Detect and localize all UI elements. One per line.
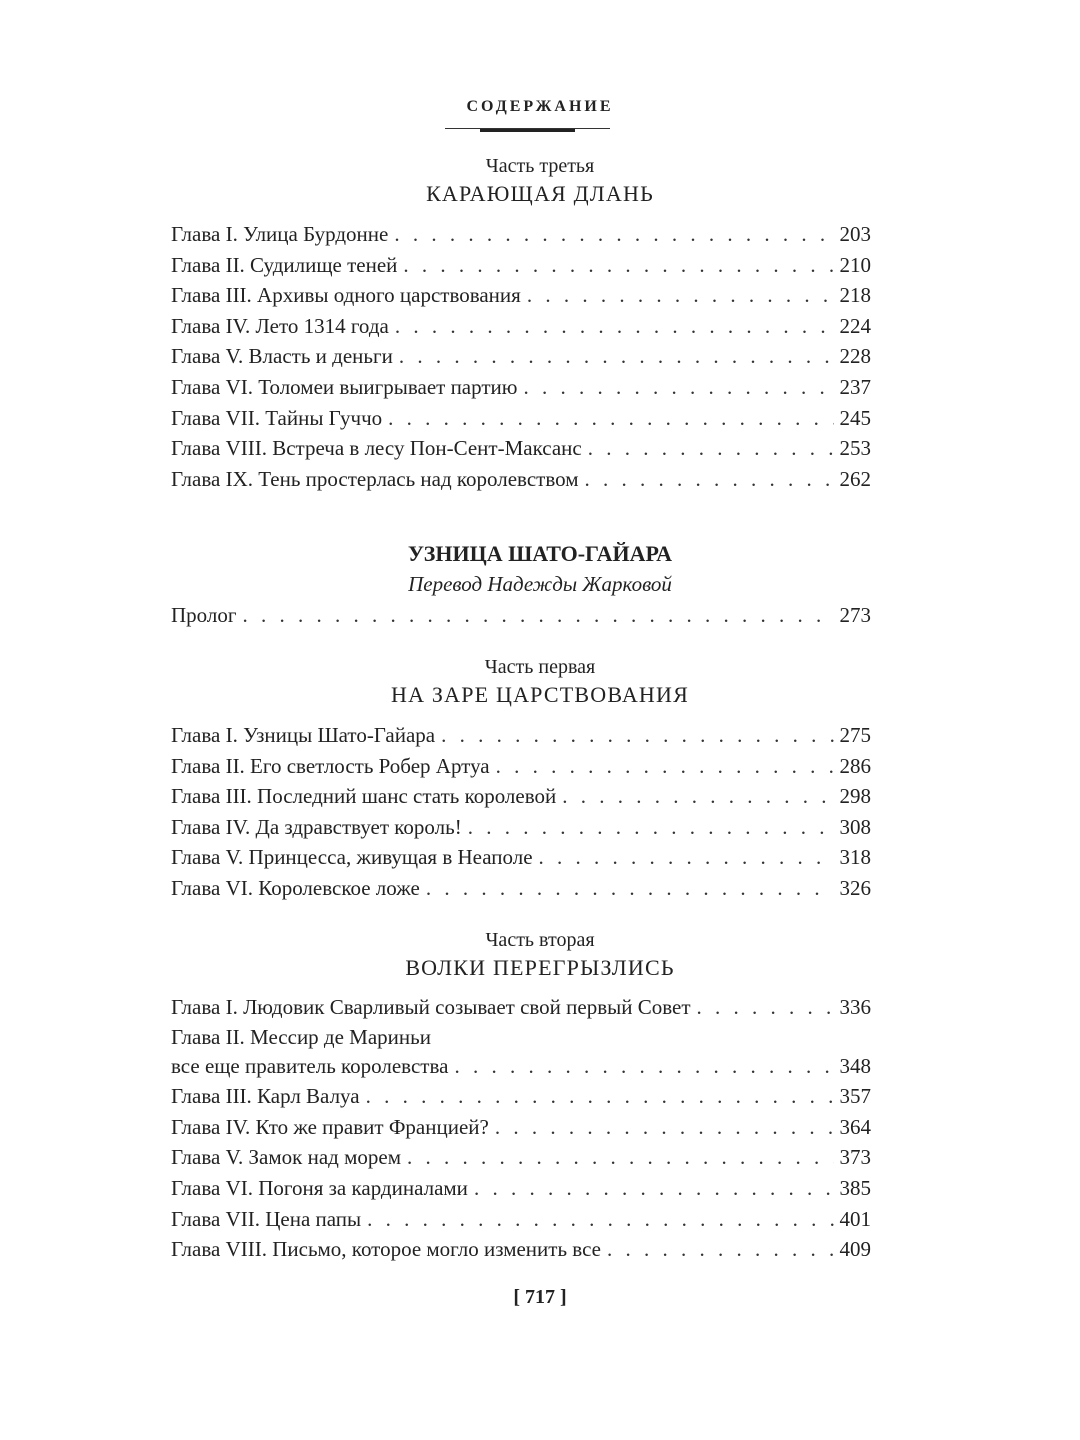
- toc-entry: [171, 311, 871, 342]
- toc-entry: [171, 1112, 871, 1143]
- toc-entry: [171, 873, 871, 904]
- toc-entry-title: Глава I. Людовик Сварливый созывает свой первый Совет: [171, 995, 691, 1019]
- toc-entry: [171, 720, 871, 751]
- toc-entry: [171, 781, 871, 812]
- part-heading: [0, 153, 1080, 209]
- leader-dots: [496, 751, 834, 782]
- book-title: УЗНИЦА ШАТО-ГАЙАРА: [407, 541, 673, 566]
- toc-entry-page: 401: [839, 1206, 871, 1231]
- toc-list: [171, 600, 871, 631]
- part-heading: [0, 927, 1080, 983]
- leader-dots: [394, 219, 833, 250]
- leader-dots: [607, 1234, 834, 1265]
- toc-entry-page: 228: [839, 344, 871, 369]
- toc-entry: [171, 812, 871, 843]
- toc-list: [171, 992, 871, 1265]
- running-head: [0, 98, 1080, 116]
- toc-entry: [171, 280, 871, 311]
- leader-dots: [242, 600, 833, 631]
- toc-entry-page: 373: [839, 1145, 871, 1170]
- leader-dots: [366, 1081, 834, 1112]
- toc-entry-title: Глава IV. Кто же правит Францией?: [171, 1114, 489, 1139]
- toc-entry-title: Глава VI. Погоня за кардиналами: [171, 1175, 468, 1200]
- toc-entry-title-line1: Глава II. Мессир де Мариньи: [171, 1024, 431, 1049]
- toc-entry: [171, 992, 871, 1023]
- toc-entry: [171, 842, 871, 873]
- toc-entry-title: Глава I. Улица Бурдонне: [171, 222, 389, 246]
- toc-entry-page: 237: [839, 374, 871, 399]
- head-rule-ornament: [480, 129, 575, 132]
- toc-entry: [171, 433, 871, 464]
- toc-entry-page: 336: [839, 995, 871, 1019]
- toc-entry-title: Глава VII. Тайны Гуччо: [171, 405, 383, 430]
- toc-entry: [171, 1173, 871, 1204]
- toc-entry-title: Глава III. Карл Валуа: [171, 1084, 360, 1109]
- book-translator: Перевод Надежды Жарковой: [408, 572, 672, 596]
- leader-dots: [562, 781, 833, 812]
- toc-entry-title: Глава V. Принцесса, живущая в Неаполе: [171, 845, 533, 870]
- toc-entry-page: 210: [839, 252, 871, 277]
- part-title: НА ЗАРЕ ЦАРСТВОВАНИЯ: [391, 682, 689, 707]
- toc-entry-title: Глава III. Архивы одного царствования: [171, 283, 521, 308]
- leader-dots: [454, 1051, 833, 1082]
- leader-dots: [527, 280, 834, 311]
- leader-dots: [697, 992, 834, 1023]
- toc-entry: [171, 341, 871, 372]
- toc-entry-page: 409: [839, 1237, 871, 1262]
- toc-entry-title: Глава VII. Цена папы: [171, 1206, 362, 1231]
- toc-list: [171, 720, 871, 904]
- leader-dots: [539, 842, 834, 873]
- toc-entry-page: 326: [839, 875, 871, 900]
- leader-dots: [588, 433, 834, 464]
- toc-entry: [171, 751, 871, 782]
- leader-dots: [523, 372, 833, 403]
- toc-entry-title-line2: все еще правитель королевства: [171, 1053, 449, 1078]
- leader-dots: [388, 403, 833, 434]
- part-label: Часть вторая: [485, 929, 595, 951]
- toc-entry-title: Глава IV. Лето 1314 года: [171, 313, 389, 338]
- leader-dots: [399, 341, 834, 372]
- toc-entry-title: Глава V. Замок над морем: [171, 1145, 402, 1170]
- toc-entry-title: Глава VIII. Встреча в лесу Пон-Сент-Максанс: [171, 436, 582, 461]
- leader-dots: [468, 812, 834, 843]
- part-title: КАРАЮЩАЯ ДЛАНЬ: [426, 181, 654, 206]
- toc-entry: [171, 1051, 871, 1082]
- toc-entry: [171, 1234, 871, 1265]
- toc-entry-page: 245: [839, 405, 871, 430]
- toc-entry-page: 364: [839, 1114, 871, 1139]
- leader-dots: [407, 1142, 833, 1173]
- part-heading: [0, 654, 1080, 710]
- page-number: [ 717 ]: [513, 1286, 567, 1308]
- toc-entry: [171, 250, 871, 281]
- toc-entry-title: Глава V. Власть и деньги: [171, 344, 393, 369]
- toc-entry: [171, 464, 871, 495]
- toc-entry: [171, 1204, 871, 1235]
- leader-dots: [367, 1204, 833, 1235]
- toc-entry-page: 357: [839, 1084, 871, 1109]
- toc-entry: [171, 1142, 871, 1173]
- toc-entry-page: 308: [839, 814, 871, 839]
- leader-dots: [426, 873, 834, 904]
- toc-entry-page: 286: [839, 753, 871, 778]
- toc-entry-page: 224: [839, 313, 871, 338]
- toc-list: [171, 219, 871, 494]
- toc-entry-page: 253: [839, 436, 871, 461]
- toc-entry: [171, 403, 871, 434]
- toc-entry-page: 385: [839, 1175, 871, 1200]
- leader-dots: [474, 1173, 834, 1204]
- part-title: ВОЛКИ ПЕРЕГРЫЗЛИСЬ: [405, 955, 675, 980]
- toc-entry-page: 298: [839, 784, 871, 809]
- toc-entry: [171, 372, 871, 403]
- part-label: Часть третья: [485, 155, 595, 177]
- part-label: Часть первая: [484, 656, 596, 678]
- toc-entry-title: Глава III. Последний шанс стать королевой: [171, 784, 557, 809]
- leader-dots: [403, 250, 833, 281]
- toc-entry: [171, 219, 871, 250]
- toc-entry-title: Глава I. Узницы Шато-Гайара: [171, 723, 436, 747]
- toc-entry-title: Глава VI. Королевское ложе: [171, 875, 420, 900]
- toc-entry-title: Пролог: [171, 603, 237, 627]
- leader-dots: [585, 464, 834, 495]
- toc-entry-page: 273: [839, 603, 871, 627]
- toc-entry-title: Глава II. Его светлость Робер Артуа: [171, 753, 490, 778]
- toc-entry-prologue: [171, 600, 871, 631]
- toc-entry-title: Глава IV. Да здравствует король!: [171, 814, 462, 839]
- toc-entry-title: Глава VIII. Письмо, которое могло изменить все: [171, 1237, 601, 1262]
- toc-entry-title: Глава VI. Толомеи выигрывает партию: [171, 374, 518, 399]
- toc-entry-page: 218: [839, 283, 871, 308]
- leader-dots: [441, 720, 833, 751]
- toc-entry-page: 348: [839, 1053, 871, 1078]
- toc-entry-page: 275: [839, 723, 871, 747]
- book-heading: [0, 539, 1080, 599]
- leader-dots: [395, 311, 834, 342]
- toc-entry-page: 318: [839, 845, 871, 870]
- toc-entry-title: Глава IX. Тень простерлась над королевством: [171, 466, 579, 491]
- leader-dots: [495, 1112, 834, 1143]
- toc-entry-title: Глава II. Судилище теней: [171, 252, 398, 277]
- toc-entry: [171, 1081, 871, 1112]
- toc-entry-page: 262: [839, 466, 871, 491]
- toc-entry-page: 203: [839, 222, 871, 246]
- running-head-title: СОДЕРЖАНИЕ: [466, 98, 614, 115]
